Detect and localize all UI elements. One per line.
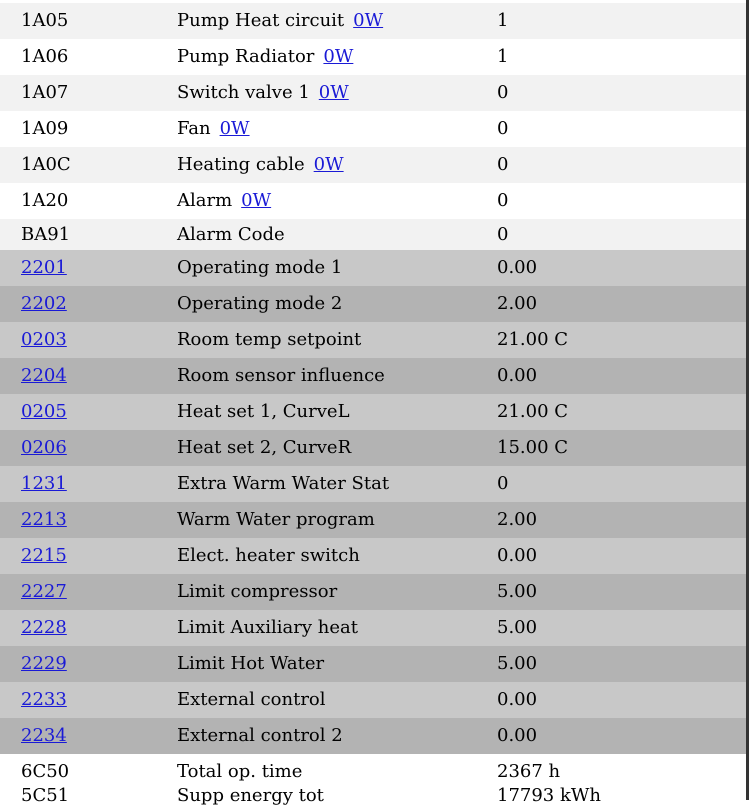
param-code: 1A06 xyxy=(21,46,69,67)
param-label-text: Alarm xyxy=(177,190,233,211)
param-code-link[interactable]: 0203 xyxy=(21,329,67,350)
table-row xyxy=(0,250,746,286)
table-row-partial xyxy=(0,785,746,805)
table-row xyxy=(0,219,746,250)
param-code: 1A09 xyxy=(21,118,69,139)
param-value: 0 xyxy=(497,82,509,103)
param-code-link[interactable]: 2215 xyxy=(21,545,67,566)
data-table xyxy=(0,3,746,790)
param-label xyxy=(177,75,349,111)
param-value: 5.00 xyxy=(497,617,538,638)
param-label xyxy=(177,646,324,682)
param-value: 0.00 xyxy=(497,725,538,746)
param-label-text: Extra Warm Water Stat xyxy=(177,473,390,494)
param-label-text: Limit compressor xyxy=(177,581,338,602)
output-power-link[interactable]: 0W xyxy=(318,82,349,103)
param-label-text: Operating mode 2 xyxy=(177,293,343,314)
param-value: 2.00 xyxy=(497,293,538,314)
param-value: 2367 h xyxy=(497,761,561,782)
table-row xyxy=(0,394,746,430)
param-label xyxy=(177,358,385,394)
param-label-text: Alarm Code xyxy=(177,224,285,245)
param-value: 0.00 xyxy=(497,365,538,386)
table-row xyxy=(0,538,746,574)
table-row xyxy=(0,718,746,754)
param-code-link[interactable]: 2233 xyxy=(21,689,67,710)
param-label-text: Fan xyxy=(177,118,211,139)
param-label xyxy=(177,39,353,75)
param-label-text: Operating mode 1 xyxy=(177,257,343,278)
table-row xyxy=(0,610,746,646)
param-code-link[interactable]: 1231 xyxy=(21,473,67,494)
param-value: 0.00 xyxy=(497,257,538,278)
param-label-text: Pump Heat circuit xyxy=(177,10,345,31)
param-value: 15.00 C xyxy=(497,437,569,458)
param-value: 0 xyxy=(497,118,509,139)
param-code: 1A20 xyxy=(21,190,69,211)
param-label-text: External control xyxy=(177,689,326,710)
param-value: 21.00 C xyxy=(497,401,569,422)
row-code: 5C51 xyxy=(21,785,70,806)
param-label xyxy=(177,610,358,646)
param-label xyxy=(177,718,343,754)
row-label: Supp energy tot xyxy=(177,785,324,806)
param-code: 1A0C xyxy=(21,154,71,175)
param-label xyxy=(177,250,342,286)
param-label xyxy=(177,502,375,538)
param-value: 1 xyxy=(497,10,509,31)
table-row xyxy=(0,3,746,39)
param-code: BA91 xyxy=(21,224,71,245)
param-value: 0 xyxy=(497,154,509,175)
param-label xyxy=(177,111,250,147)
param-code-link[interactable]: 2213 xyxy=(21,509,67,530)
param-value: 2.00 xyxy=(497,509,538,530)
param-label-text: Elect. heater switch xyxy=(177,545,360,566)
table-row xyxy=(0,574,746,610)
output-power-link[interactable]: 0W xyxy=(241,190,272,211)
table-row xyxy=(0,682,746,718)
param-label xyxy=(177,394,350,430)
table-row xyxy=(0,502,746,538)
param-value: 0.00 xyxy=(497,689,538,710)
table-row xyxy=(0,430,746,466)
output-power-link[interactable]: 0W xyxy=(323,46,354,67)
row-value: 17793 kWh xyxy=(497,785,601,806)
table-row xyxy=(0,39,746,75)
param-value: 0 xyxy=(497,190,509,211)
param-label-text: Warm Water program xyxy=(177,509,375,530)
param-code-link[interactable]: 2228 xyxy=(21,617,67,638)
param-value: 1 xyxy=(497,46,509,67)
table-row xyxy=(0,358,746,394)
param-label-text: Heat set 2, CurveR xyxy=(177,437,352,458)
param-label-text: Limit Hot Water xyxy=(177,653,325,674)
table-row xyxy=(0,147,746,183)
param-label xyxy=(177,3,383,39)
param-label xyxy=(177,466,389,502)
param-label xyxy=(177,286,342,322)
param-label xyxy=(177,430,351,466)
param-value: 0.00 xyxy=(497,545,538,566)
param-code-link[interactable]: 2204 xyxy=(21,365,67,386)
table-row xyxy=(0,111,746,147)
param-label xyxy=(177,574,337,610)
param-value: 0 xyxy=(497,224,509,245)
param-label-text: External control 2 xyxy=(177,725,343,746)
output-power-link[interactable]: 0W xyxy=(353,10,384,31)
table-row xyxy=(0,646,746,682)
param-value: 0 xyxy=(497,473,509,494)
param-code-link[interactable]: 2201 xyxy=(21,257,67,278)
param-label xyxy=(177,183,271,219)
param-label-text: Pump Radiator xyxy=(177,46,315,67)
param-label xyxy=(177,147,344,183)
param-code-link[interactable]: 2202 xyxy=(21,293,67,314)
param-label-text: Heating cable xyxy=(177,154,305,175)
param-code: 6C50 xyxy=(21,761,70,782)
table-row xyxy=(0,322,746,358)
param-label-text: Room temp setpoint xyxy=(177,329,362,350)
table-row xyxy=(0,466,746,502)
param-label xyxy=(177,682,326,718)
param-code: 1A05 xyxy=(21,10,69,31)
param-code-link[interactable]: 0205 xyxy=(21,401,67,422)
param-label xyxy=(177,322,361,358)
param-label xyxy=(177,219,285,250)
table-row xyxy=(0,286,746,322)
param-code-link[interactable]: 2234 xyxy=(21,725,67,746)
param-value: 5.00 xyxy=(497,653,538,674)
param-label-text: Limit Auxiliary heat xyxy=(177,617,358,638)
param-label-text: Heat set 1, CurveL xyxy=(177,401,350,422)
output-power-link[interactable]: 0W xyxy=(313,154,344,175)
param-label-text: Switch valve 1 xyxy=(177,82,310,103)
output-power-link[interactable]: 0W xyxy=(219,118,250,139)
table-row xyxy=(0,75,746,111)
param-code: 1A07 xyxy=(21,82,69,103)
param-code-link[interactable]: 2227 xyxy=(21,581,67,602)
param-code-link[interactable]: 2229 xyxy=(21,653,67,674)
param-label-text: Total op. time xyxy=(177,761,303,782)
param-code-link[interactable]: 0206 xyxy=(21,437,67,458)
param-label xyxy=(177,538,360,574)
param-label-text: Room sensor influence xyxy=(177,365,385,386)
table-row xyxy=(0,183,746,219)
param-value: 5.00 xyxy=(497,581,538,602)
param-value: 21.00 C xyxy=(497,329,569,350)
